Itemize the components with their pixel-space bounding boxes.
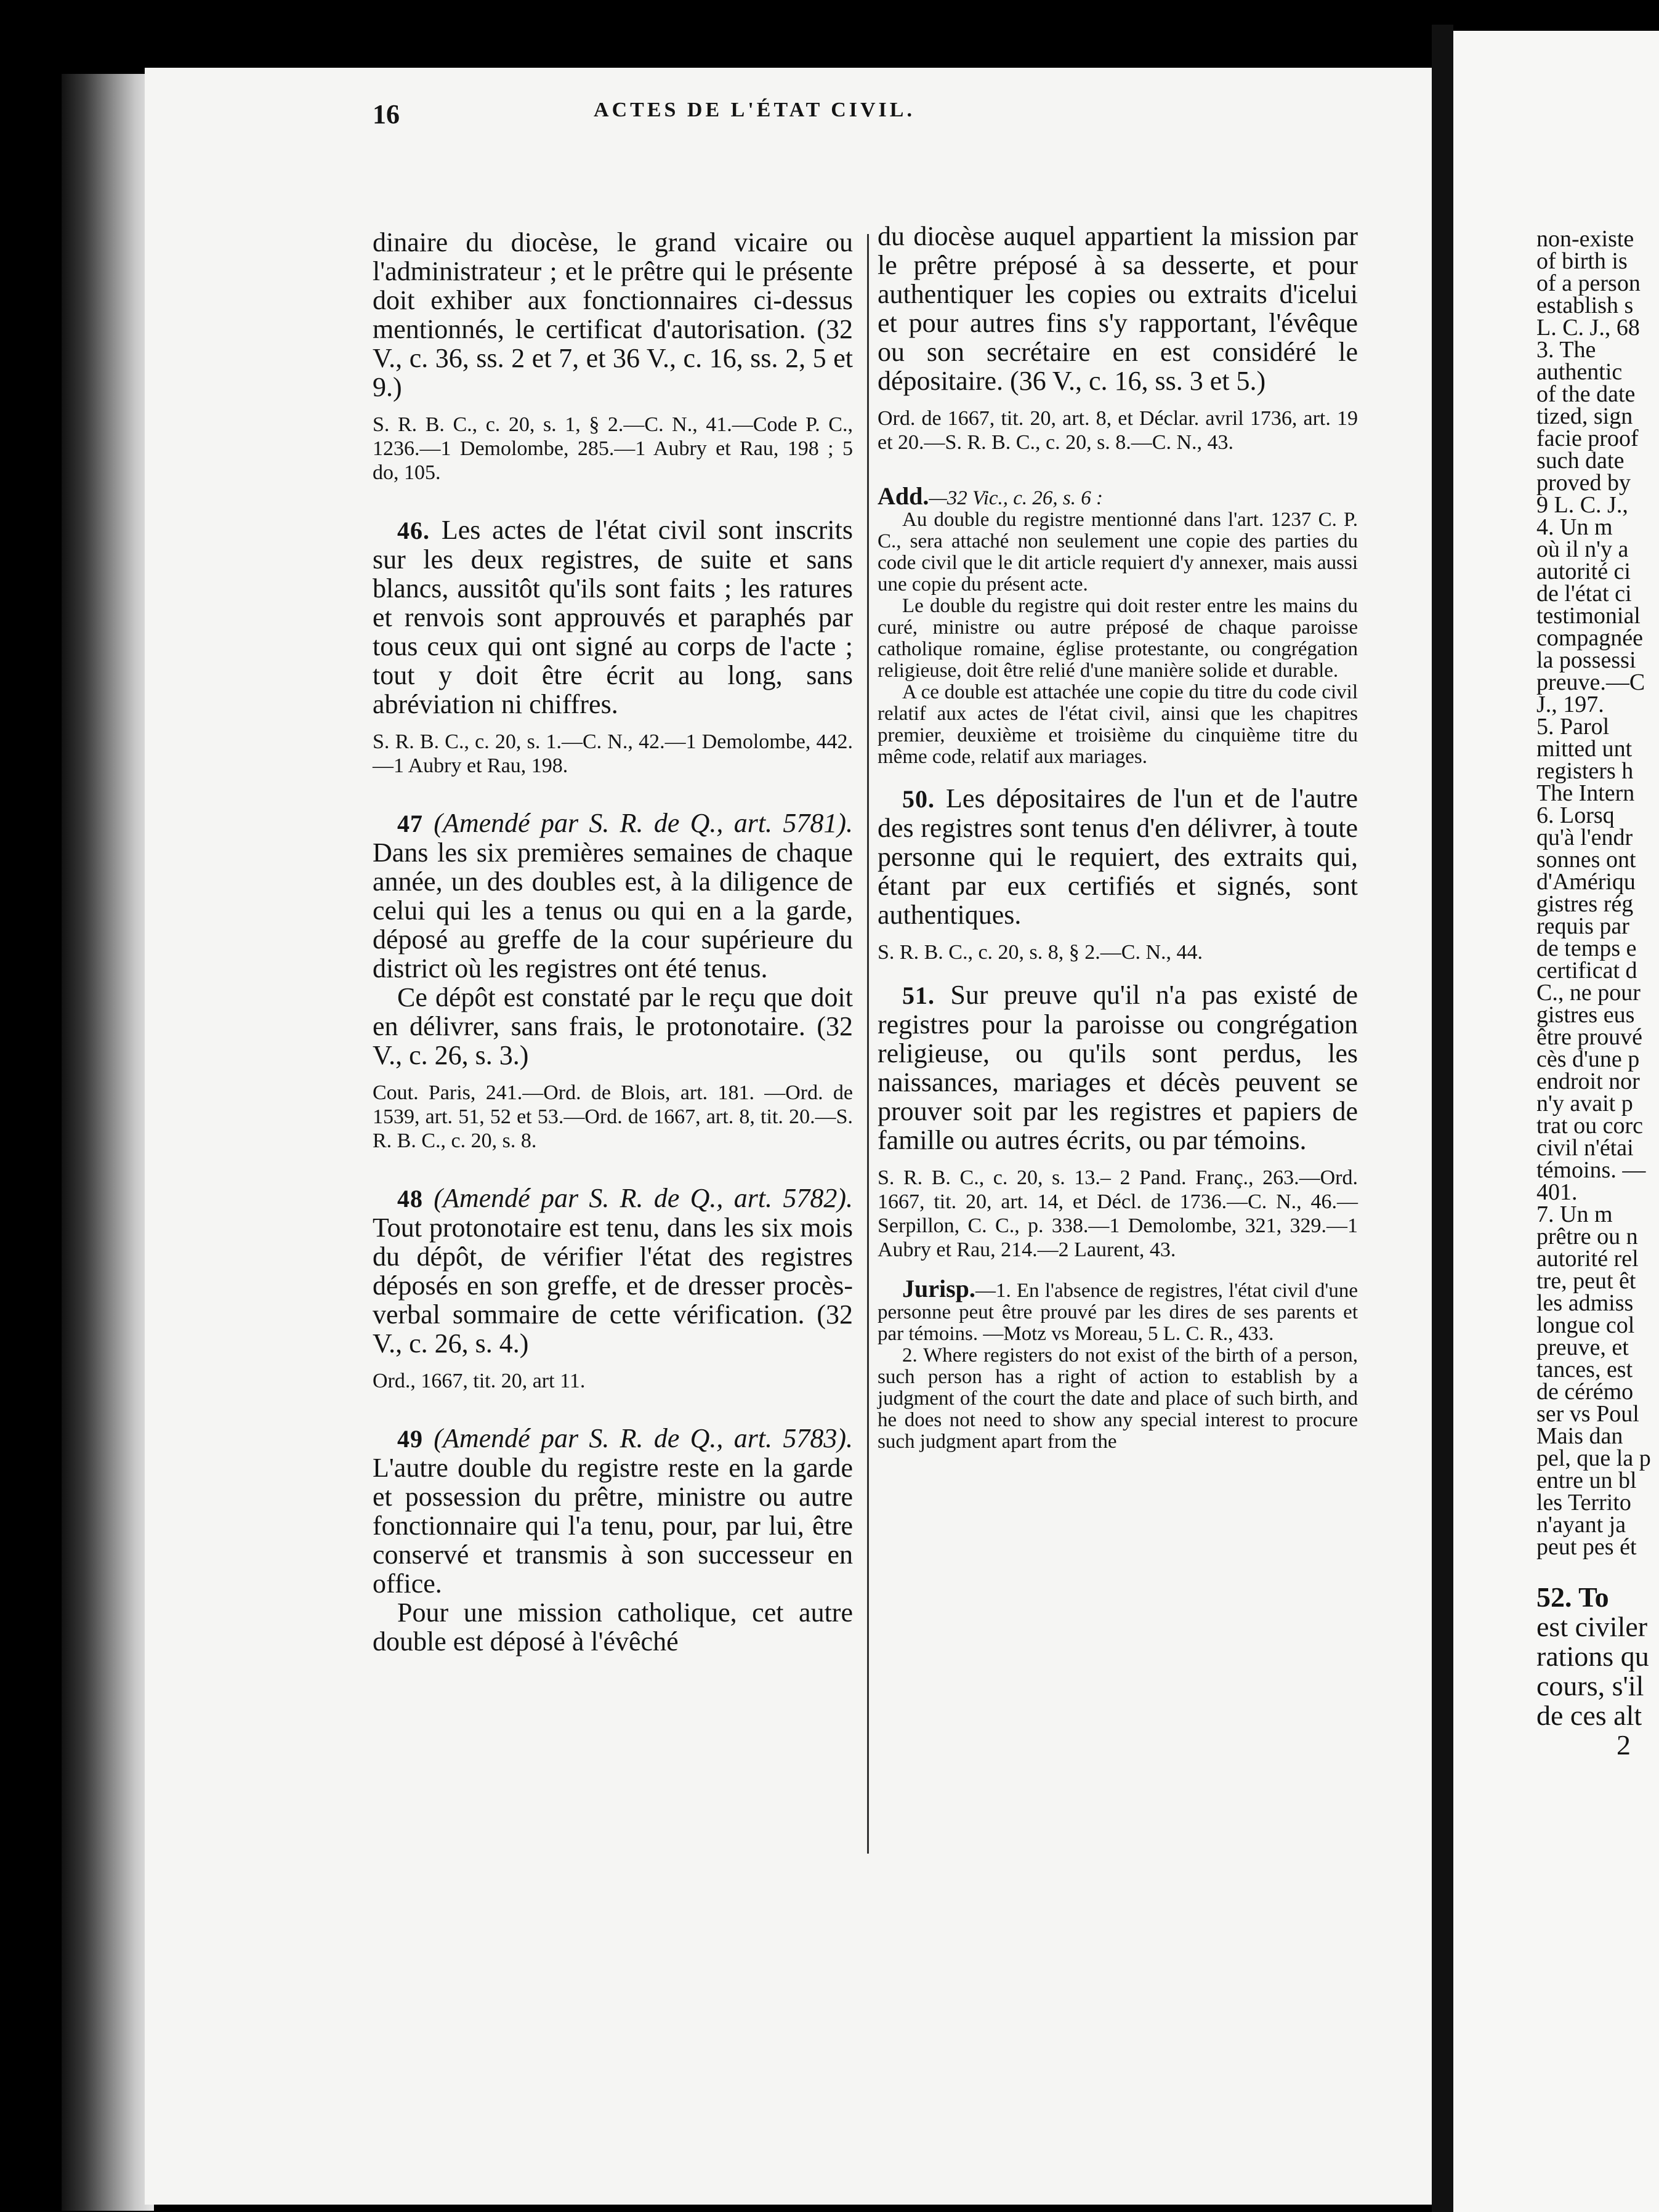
edge-line: pel, que la p xyxy=(1536,1445,1651,1471)
edge-line: d'Amériqu xyxy=(1536,869,1636,895)
edge-line: authentic xyxy=(1536,359,1623,385)
jurisprudence-1 xyxy=(878,1275,1358,1345)
edge-line: les admiss xyxy=(1536,1290,1634,1316)
edge-line: la possessi xyxy=(1536,647,1636,673)
article-47 xyxy=(373,809,853,983)
book-binding-edge xyxy=(62,74,154,2211)
edge-line: registers h xyxy=(1536,758,1634,784)
edge-line: C., ne pour xyxy=(1536,980,1641,1006)
edge-line: tized, sign xyxy=(1536,403,1633,429)
article-text: Les actes de l'état civil sont inscrits sur les deux registres, de suite et sans blancs, aussitôt qu'ils sont faits ; les ratures et renvois sont approuvés et paraphés par tous ceux qui ont signé au corps de l'acte ; tout y doit être écrit au long, sans abréviation ni chiffres. xyxy=(373,515,853,719)
article-49 xyxy=(373,1424,853,1598)
addendum-reference: —32 Vic., c. 26, s. 6 : xyxy=(929,487,1103,509)
addendum-paragraph: Le double du registre qui doit rester entre les mains du curé, ministre ou autre préposé de chaque paroisse catholique romaine, église protestante, ou congrégation religieuse, doit être relié d'une manière solide et durable. xyxy=(878,595,1358,682)
edge-line: cours, s'il xyxy=(1536,1670,1644,1701)
article-50 xyxy=(878,784,1358,929)
adjacent-page-column xyxy=(1536,228,1659,1760)
running-title: ACTES DE L'ÉTAT CIVIL. xyxy=(594,99,915,121)
edge-line: 401. xyxy=(1536,1179,1578,1205)
edge-line: such date xyxy=(1536,448,1625,474)
article-reference: S. R. B. C., c. 20, s. 8, § 2.—C. N., 44. xyxy=(878,941,1203,964)
edge-line: 5. Parol xyxy=(1536,714,1610,740)
edge-article-52: 52. To xyxy=(1536,1581,1609,1613)
edge-line: civil n'étai xyxy=(1536,1135,1634,1161)
edge-line: n'ayant ja xyxy=(1536,1512,1626,1538)
edge-line: de ces alt xyxy=(1536,1700,1642,1731)
article-text: Dans les six premières semaines de chaque année, un des doubles est, à la diligence de celui qui les a tenus ou qui en a la garde, déposé au greffe de la cour supérieure du district où les registres ont été tenus. xyxy=(373,838,853,983)
edge-line: n'y avait p xyxy=(1536,1091,1633,1116)
edge-line: non-existe xyxy=(1536,228,1634,252)
article-46 xyxy=(373,515,853,719)
addendum-paragraph: Au double du registre mentionné dans l'art. 1237 C. P. C., sera attaché non seulement une copie des parties du code civil que le dit article requiert d'y annexer, mais aussi une copie du présent acte. xyxy=(878,509,1358,595)
edge-line: sonnes ont xyxy=(1536,847,1636,873)
article-text: Pour une mission catholique, cet autre double est déposé à l'évêché xyxy=(373,1597,853,1657)
edge-line: tances, est xyxy=(1536,1357,1633,1383)
edge-line: of the date xyxy=(1536,381,1636,407)
edge-line: autorité rel xyxy=(1536,1246,1639,1272)
article-text: L'autre double du registre reste en la garde et possession du prêtre, ministre ou autre fonctionnaire qui l'a tenu, pour, par lui, être conservé et transmis à son successeur en office. xyxy=(373,1453,853,1599)
addendum-label: Add. xyxy=(878,482,929,510)
article-number: 48 xyxy=(397,1185,423,1213)
edge-line: où il n'y a xyxy=(1536,536,1629,562)
edge-line: of birth is xyxy=(1536,248,1628,274)
edge-line: rations qu xyxy=(1536,1641,1649,1672)
edge-line: les Territo xyxy=(1536,1490,1631,1516)
edge-line: Mais dan xyxy=(1536,1423,1623,1449)
article-reference: Ord. de 1667, tit. 20, art. 8, et Déclar. avril 1736, art. 19 et 20.—S. R. B. C., c. 20, s. 8.—C. N., 43. xyxy=(878,407,1358,454)
edge-line: de l'état ci xyxy=(1536,581,1632,607)
right-column xyxy=(878,222,1358,1453)
edge-line: certificat d xyxy=(1536,958,1637,983)
edge-line: testimonial xyxy=(1536,603,1641,629)
edge-line: compagnée xyxy=(1536,625,1644,651)
edge-line: preuve.—C xyxy=(1536,669,1645,695)
jurisprudence-label: Jurisp. xyxy=(902,1275,975,1302)
continued-article-text: dinaire du diocèse, le grand vicaire ou l'administrateur ; et le prêtre qui le présente doit exhiber aux fonctionnaires ci-dessus mentionnés, le certificat d'autorisation. (32 V., c. 36, ss. 2 et 7, et 36 V., c. 16, ss. 2, 5 et 9.) xyxy=(373,227,853,402)
addendum-heading xyxy=(878,482,1358,510)
edge-line: gistres rég xyxy=(1536,891,1634,917)
edge-line: 9 L. C. J., xyxy=(1536,492,1628,518)
article-text: Ce dépôt est constaté par le reçu que doit en délivrer, sans frais, le protonotaire. (32 V., c. 26, s. 3.) xyxy=(373,982,853,1070)
article-51 xyxy=(878,980,1358,1155)
amendment-note: (Amendé par S. R. de Q., art. 5781). xyxy=(434,808,854,838)
edge-line: J., 197. xyxy=(1536,692,1604,717)
amendment-note: (Amendé par S. R. de Q., art. 5783). xyxy=(434,1423,854,1453)
edge-line: tre, peut êt xyxy=(1536,1268,1636,1294)
article-reference: S. R. B. C., c. 20, s. 1, § 2.—C. N., 41.—Code P. C., 1236.—1 Demolombe, 285.—1 Aubry et Rau, 198 ; 5 do, 105. xyxy=(373,413,853,484)
edge-line: mitted unt xyxy=(1536,736,1633,762)
edge-line: de cérémo xyxy=(1536,1379,1634,1405)
edge-line: The Intern xyxy=(1536,780,1635,806)
article-text: Les dépositaires de l'un et de l'autre des registres sont tenus d'en délivrer, à toute personne qui le requiert, des extraits qui, étant par eux certifiés et signés, sont authentiques. xyxy=(878,783,1358,930)
edge-page-mark: 2 xyxy=(1617,1729,1631,1760)
edge-line: peut pes ét xyxy=(1536,1534,1637,1560)
column-divider xyxy=(867,234,869,1854)
edge-line: longue col xyxy=(1536,1312,1635,1338)
article-number: 49 xyxy=(397,1425,423,1453)
edge-line: autorité ci xyxy=(1536,559,1631,584)
edge-line: de temps e xyxy=(1536,935,1637,961)
edge-line: of a person xyxy=(1536,270,1641,296)
edge-line: être prouvé xyxy=(1536,1024,1642,1050)
edge-line: 3. The xyxy=(1536,337,1596,363)
article-48 xyxy=(373,1184,853,1358)
edge-line: trat ou corc xyxy=(1536,1113,1644,1139)
edge-line: prêtre ou n xyxy=(1536,1224,1638,1249)
page-number: 16 xyxy=(373,99,400,129)
edge-line: témoins. — xyxy=(1536,1157,1646,1183)
edge-line: proved by xyxy=(1536,470,1631,496)
continued-article-text: du diocèse auquel appartient la mission par le prêtre préposé à sa desserte, et pour authentiquer les copies ou extraits d'icelui et pour autres fins s'y rapportant, l'évêque ou son secrétaire en est considéré le dépositaire. (36 V., c. 16, ss. 3 et 5.) xyxy=(878,221,1358,396)
article-reference: Cout. Paris, 241.—Ord. de Blois, art. 181. —Ord. de 1539, art. 51, 52 et 53.—Ord. de 1667, art. 8, tit. 20.—S. R. B. C., c. 20, s. 8. xyxy=(373,1081,853,1152)
gutter-shadow xyxy=(1432,25,1453,2212)
amendment-note: (Amendé par S. R. de Q., art. 5782). xyxy=(434,1183,854,1213)
jurisprudence-2: 2. Where registers do not exist of the birth of a person, such person has a right of action to establish by a judgment of the court the date and place of such birth, and he does not need to show any special interest to procure such judgment apart from the xyxy=(878,1344,1358,1453)
edge-line: facie proof xyxy=(1536,426,1639,451)
edge-line: gistres eus xyxy=(1536,1002,1635,1028)
edge-line: preuve, et xyxy=(1536,1334,1629,1360)
edge-line: est civiler xyxy=(1536,1611,1648,1642)
article-text: Sur preuve qu'il n'a pas existé de registres pour la paroisse ou congrégation religieuse, ou qu'ils sont perdus, les naissances, mariages et décès peuvent se prouver soit par les registres et papiers de famille ou autres écrits, ou par témoins. xyxy=(878,980,1358,1155)
edge-line: qu'à l'endr xyxy=(1536,825,1633,850)
article-reference: S. R. B. C., c. 20, s. 1.—C. N., 42.—1 Demolombe, 442.—1 Aubry et Rau, 198. xyxy=(373,730,853,777)
edge-line: entre un bl xyxy=(1536,1467,1637,1493)
edge-line: 6. Lorsq xyxy=(1536,802,1615,828)
article-number: 46. xyxy=(397,517,430,544)
article-number: 50. xyxy=(902,785,935,813)
edge-line: requis par xyxy=(1536,913,1629,939)
article-text: Tout protonotaire est tenu, dans les six mois du dépôt, de vérifier l'état des registres déposés en son greffe, et de dresser procès-verbal sommaire de cette vérification. (32 V., c. 26, s. 4.) xyxy=(373,1213,853,1358)
article-number: 47 xyxy=(397,810,423,838)
article-reference: S. R. B. C., c. 20, s. 13.– 2 Pand. Franç., 263.—Ord. 1667, tit. 20, art. 14, et Décl. de 1736.—C. N., 46.—Serpillon, C. C., p. 338.—1 Demolombe, 321, 329.—1 Aubry et Rau, 214.—2 Laurent, 43. xyxy=(878,1166,1358,1261)
edge-line: ser vs Poul xyxy=(1536,1401,1639,1427)
edge-line: cès d'une p xyxy=(1536,1046,1640,1072)
edge-line: L. C. J., 68 xyxy=(1536,315,1640,341)
article-number: 51. xyxy=(902,982,935,1009)
left-column xyxy=(373,228,853,1656)
article-reference: Ord., 1667, tit. 20, art 11. xyxy=(373,1370,586,1392)
edge-line: 7. Un m xyxy=(1536,1201,1613,1227)
edge-line: establish s xyxy=(1536,293,1634,318)
jurisprudence-text: —1. En l'absence de registres, l'état civil d'une personne peut être prouvé par les dires de ses parents et par témoins. —Motz vs Moreau, 5 L. C. R., 433. xyxy=(878,1280,1358,1345)
addendum-paragraph: A ce double est attachée une copie du titre du code civil relatif aux actes de l'état civil, ainsi que les chapitres premier, deuxième et troisième du cinquième titre du même code, relatif aux mariages. xyxy=(878,681,1358,768)
edge-line: 4. Un m xyxy=(1536,514,1613,540)
edge-line: endroit nor xyxy=(1536,1068,1640,1094)
